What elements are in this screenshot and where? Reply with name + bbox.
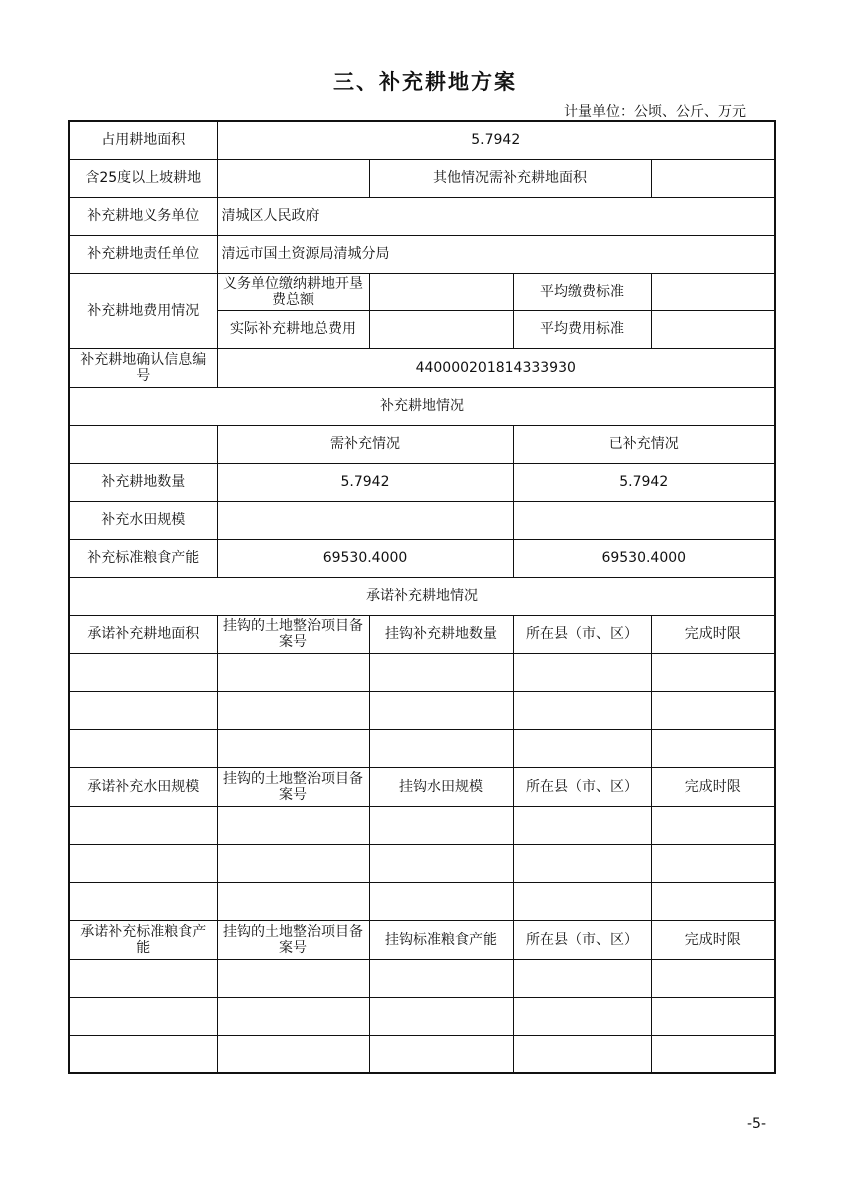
fee-total-label: 实际补充耕地总费用 [217, 310, 369, 348]
row-paddy [69, 501, 775, 539]
resp-unit-value: 清远市国土资源局清城分局 [217, 235, 775, 273]
commit-paddy-deadline: 完成时限 [651, 767, 775, 806]
need-label: 需补充情况 [217, 425, 513, 463]
commit-paddy-quantity: 挂钩水田规模 [369, 767, 513, 806]
commit-paddy-county: 所在县（市、区） [513, 767, 651, 806]
fee-total-value [369, 310, 513, 348]
grain-label: 补充标准粮食产能 [69, 539, 217, 577]
occupied-label: 占用耕地面积 [69, 121, 217, 159]
row-commit-header [69, 577, 775, 615]
commit-grain-quantity: 挂钩标准粮食产能 [369, 920, 513, 959]
other-label: 其他情况需补充耕地面积 [369, 159, 651, 197]
row-grain [69, 539, 775, 577]
row-resp-unit [69, 235, 775, 273]
fee-label: 补充耕地费用情况 [69, 273, 217, 348]
quantity-done: 5.7942 [513, 463, 775, 501]
situation-header: 补充耕地情况 [69, 387, 775, 425]
duty-unit-label: 补充耕地义务单位 [69, 197, 217, 235]
commit-paddy-label: 承诺补充水田规模 [69, 767, 217, 806]
commit-area-deadline: 完成时限 [651, 615, 775, 653]
row-confirm [69, 348, 775, 387]
commit-grain-label: 承诺补充标准粮食产能 [69, 920, 217, 959]
paddy-label: 补充水田规模 [69, 501, 217, 539]
avg-fee-label: 平均费用标准 [513, 310, 651, 348]
duty-unit-value: 清城区人民政府 [217, 197, 775, 235]
other-value [651, 159, 775, 197]
row-commit-grain-header [69, 920, 775, 959]
commit-area-quantity: 挂钩补充耕地数量 [369, 615, 513, 653]
quantity-label: 补充耕地数量 [69, 463, 217, 501]
table-row [69, 1035, 775, 1073]
commit-header: 承诺补充耕地情况 [69, 577, 775, 615]
confirm-label: 补充耕地确认信息编号 [69, 348, 217, 387]
row-quantity [69, 463, 775, 501]
unit-note: 计量单位：公顷、公斤、万元 [564, 104, 746, 120]
page-number: -5- [746, 1116, 766, 1132]
commit-paddy-project: 挂钩的土地整治项目备案号 [217, 767, 369, 806]
row-slope [69, 159, 775, 197]
row-occupied [69, 121, 775, 159]
avg-fee-value [651, 310, 775, 348]
resp-unit-label: 补充耕地责任单位 [69, 235, 217, 273]
table-row [69, 882, 775, 920]
table-row [69, 653, 775, 691]
confirm-value: 440000201814333930 [217, 348, 775, 387]
situation-blank [69, 425, 217, 463]
commit-grain-project: 挂钩的土地整治项目备案号 [217, 920, 369, 959]
row-commit-area-header [69, 615, 775, 653]
slope-label: 含25度以上坡耕地 [69, 159, 217, 197]
paddy-need [217, 501, 513, 539]
page-title: 三、补充耕地方案 [333, 70, 517, 94]
row-duty-unit [69, 197, 775, 235]
grain-done: 69530.4000 [513, 539, 775, 577]
avg-pay-value [651, 273, 775, 310]
quantity-need: 5.7942 [217, 463, 513, 501]
commit-grain-deadline: 完成时限 [651, 920, 775, 959]
grain-need: 69530.4000 [217, 539, 513, 577]
table-row [69, 844, 775, 882]
done-label: 已补充情况 [513, 425, 775, 463]
occupied-value: 5.7942 [217, 121, 775, 159]
commit-area-project: 挂钩的土地整治项目备案号 [217, 615, 369, 653]
commit-area-county: 所在县（市、区） [513, 615, 651, 653]
table-row [69, 997, 775, 1035]
row-fee-paid [69, 273, 775, 310]
row-situation-cols [69, 425, 775, 463]
table-row [69, 806, 775, 844]
row-situation-header [69, 387, 775, 425]
slope-value [217, 159, 369, 197]
avg-pay-label: 平均缴费标准 [513, 273, 651, 310]
fee-paid-value [369, 273, 513, 310]
table-row [69, 729, 775, 767]
table-row [69, 691, 775, 729]
commit-grain-county: 所在县（市、区） [513, 920, 651, 959]
row-commit-paddy-header [69, 767, 775, 806]
fee-paid-label: 义务单位缴纳耕地开垦费总额 [217, 273, 369, 310]
paddy-done [513, 501, 775, 539]
table-row [69, 959, 775, 997]
plan-table [68, 120, 776, 1074]
commit-area-label: 承诺补充耕地面积 [69, 615, 217, 653]
